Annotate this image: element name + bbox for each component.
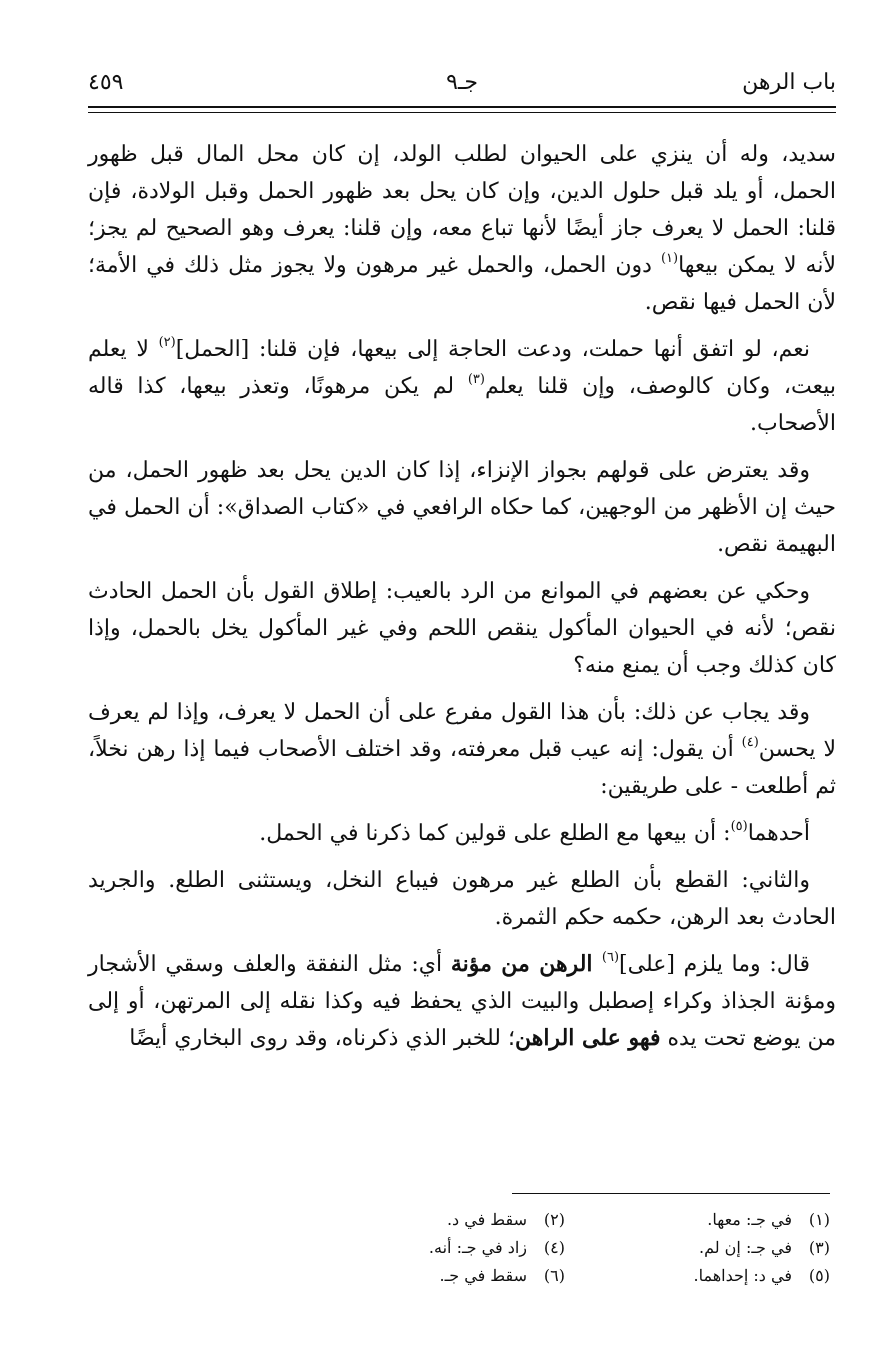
paragraph-3-text: وقد يعترض على قولهم بجواز الإنزاء، إذا كان الدين يحل بعد ظهور الحمل، من حيث إن الأظهر من الوجهين، كما حكاه الرافعي في «كتاب الصداق»: أن الحمل في البهيمة نقص. (88, 458, 836, 557)
running-header (88, 62, 836, 102)
paragraph-8-text-c: ؛ للخبر الذي ذكرناه، وقد روى البخاري أيضًا (129, 1026, 515, 1051)
footnote-number: (٤) (543, 1238, 565, 1257)
footnote-text: في جـ: إن لم. (698, 1238, 792, 1257)
footnote-item (300, 1234, 565, 1262)
footnote-number: (١) (808, 1210, 830, 1229)
paragraph-5 (88, 694, 836, 805)
footnote-separator (512, 1193, 830, 1194)
paragraph-2-text-a: نعم، لو اتفق أنها حملت، ودعت الحاجة إلى بيعها، فإن قلنا: [الحمل] (175, 337, 810, 362)
footnote-text: في جـ: معها. (707, 1210, 792, 1229)
paragraph-4 (88, 573, 836, 684)
footnote-ref-4[interactable]: (٤) (741, 735, 759, 750)
footnote-number: (٢) (543, 1210, 565, 1229)
footnote-ref-5[interactable]: (٥) (730, 819, 748, 834)
footnote-number: (٦) (543, 1266, 565, 1285)
paragraph-4-text: وحكي عن بعضهم في الموانع من الرد بالعيب: إطلاق القول بأن الحمل الحادث نقص؛ لأنه في الحيوان المأكول ينقص اللحم وفي غير المأكول يخل بالحمل، وإذا كان كذلك وجب أن يمنع منه؟ (88, 579, 836, 678)
footnote-item (300, 1206, 565, 1234)
paragraph-6-text-a: أحدهما (747, 821, 810, 846)
footnotes (300, 1206, 830, 1290)
footnote-item (565, 1206, 830, 1234)
footnote-text: زاد في جـ: أنه. (428, 1238, 527, 1257)
paragraph-8-text-a: قال: وما يلزم [على] (619, 952, 810, 977)
footnote-text: سقط في د. (446, 1210, 527, 1229)
paragraph-2 (88, 331, 836, 442)
paragraph-8-bold-b: فهو على الراهن (514, 1025, 661, 1051)
chapter-title: باب الرهن (742, 70, 836, 95)
main-text (88, 136, 836, 1067)
page-number: ٤٥٩ (88, 70, 124, 95)
footnote-ref-3[interactable]: (٣) (467, 372, 485, 387)
footnote-row (300, 1234, 830, 1262)
paragraph-6 (88, 815, 836, 852)
paragraph-6-text-b: : أن بيعها مع الطلع على قولين كما ذكرنا في الحمل. (259, 821, 731, 846)
footnote-number: (٥) (808, 1266, 830, 1285)
footnote-number: (٣) (808, 1238, 830, 1257)
paragraph-2-text-c: لم يكن مرهونًا، وتعذر بيعها، كذا قاله الأصحاب. (88, 374, 836, 436)
footnote-item (565, 1262, 830, 1290)
paragraph-2-text-b: لا يعلم بيعت، وكان كالوصف، وإن قلنا يعلم (88, 337, 836, 399)
paragraph-1-text-after: دون الحمل، والحمل غير مرهون ولا يجوز مثل ذلك في الأمة؛ لأن الحمل فيها نقص. (88, 253, 836, 315)
footnote-item (300, 1262, 565, 1290)
footnote-ref-1[interactable]: (١) (660, 251, 679, 266)
header-rule-thick (88, 106, 836, 108)
paragraph-5-text-b: أن يقول: إنه عيب قبل معرفته، وقد اختلف الأصحاب فيما إذا رهن نخلاً، ثم أطلعت - على طريقين: (88, 737, 836, 799)
paragraph-1 (88, 136, 836, 321)
paragraph-7 (88, 862, 836, 936)
paragraph-1-text: سديد، وله أن ينزي على الحيوان لطلب الولد، إن كان محل المال قبل ظهور الحمل، أو يلد قبل حلول الدين، وإن كان يحل بعد ظهور الحمل وقبل الولادة، فإن قلنا: الحمل لا يعرف جاز أيضًا لأنها تباع معه، وإن قلنا: يعرف وهو الصحيح لم يجز؛ لأنه لا يمكن بيعها (88, 142, 836, 278)
paragraph-5-text-a: وقد يجاب عن ذلك: بأن هذا القول مفرع على أن الحمل لا يعرف، وإذا لم يعرف لا يحسن (88, 700, 836, 762)
footnote-ref-2[interactable]: (٢) (158, 335, 176, 350)
footnote-ref-6[interactable]: (٦) (601, 950, 620, 965)
paragraph-7-text: والثاني: القطع بأن الطلع غير مرهون فيباع النخل، ويستثنى الطلع. والجريد الحادث بعد الرهن، حكمه حكم الثمرة. (88, 868, 836, 930)
header-rule-thin (88, 112, 836, 113)
footnote-row (300, 1262, 830, 1290)
footnote-text: سقط في جـ. (439, 1266, 527, 1285)
footnote-item (565, 1234, 830, 1262)
paragraph-3 (88, 452, 836, 563)
footnote-row (300, 1206, 830, 1234)
paragraph-8-text-b: أي: مثل النفقة والعلف وسقي الأشجار ومؤنة الجذاذ وكراء إصطبل والبيت الذي يحفظ فيه وكذا نقله إلى المرتهن، أو إلى من يوضع تحت يده (88, 952, 836, 1051)
volume-label: جـ٩ (446, 70, 478, 95)
paragraph-8-bold-a: الرهن من مؤنة (450, 951, 602, 977)
paragraph-8 (88, 946, 836, 1057)
footnote-text: في د: إحداهما. (693, 1266, 792, 1285)
